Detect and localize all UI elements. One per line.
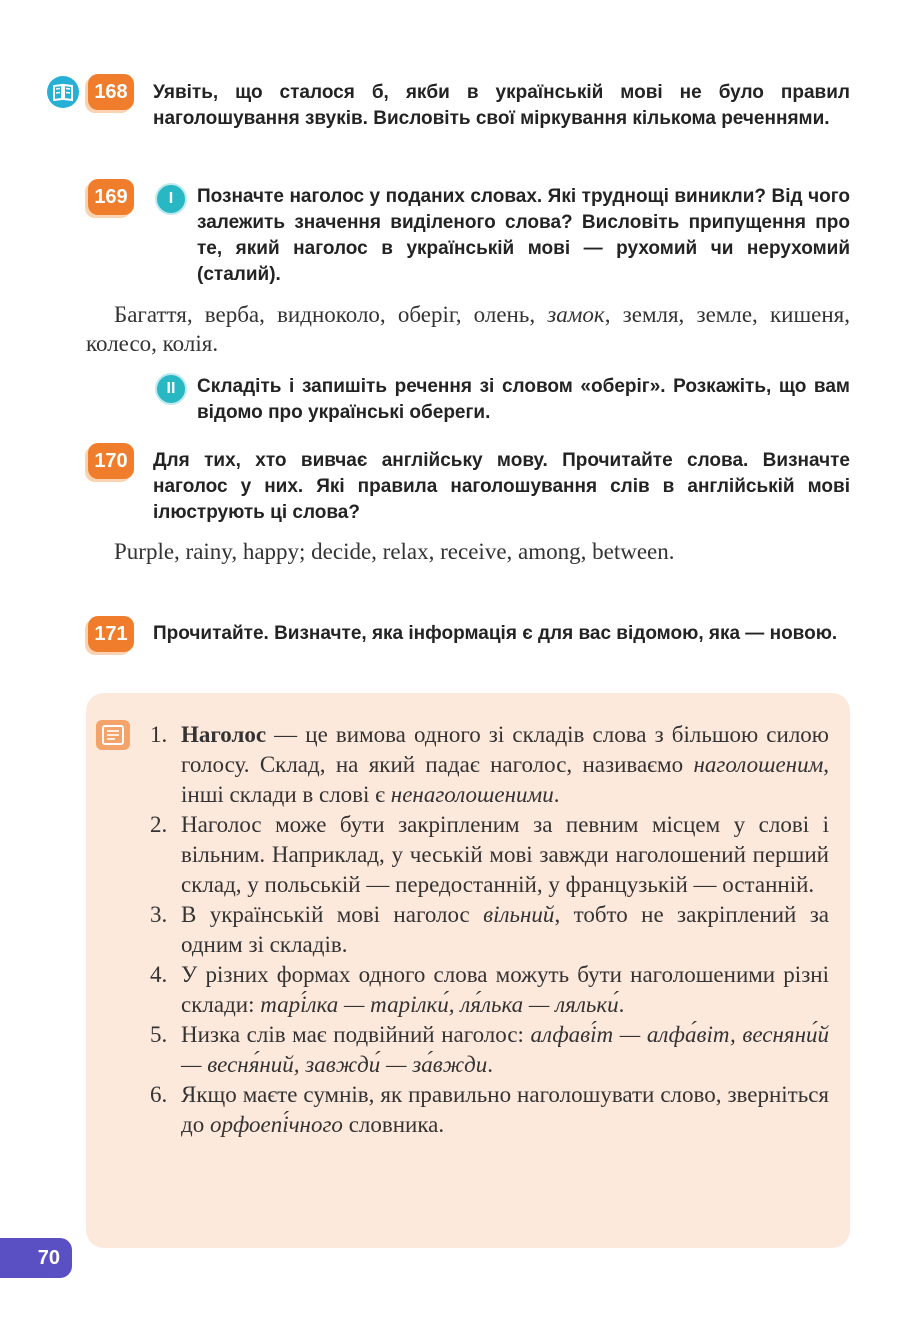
rule-item <box>150 810 829 900</box>
level-marker: II <box>155 373 187 405</box>
example-italic: алфаві́т — алфа́віт, весняни́й — весня́ний, завжди́ — за́вжди <box>181 1022 829 1077</box>
rule-text: Якщо маєте сумнів, як правильно наголошувати слово, зверніться до <box>181 1082 829 1137</box>
rule-text: Наголос може бути закріпленим за певним місцем у слові і вільним. Наприклад, у чеській мові завжди наголошений перший склад, у польській — передостанній, у французькій — останній. <box>181 812 829 897</box>
rule-text: . <box>553 782 560 807</box>
rule-text: , тобто не закріплений за одним зі складів. <box>181 902 829 957</box>
rule-text: В українській мові наголос <box>181 902 484 927</box>
rule-item <box>150 900 829 960</box>
rule-text: . <box>487 1052 493 1077</box>
rule-number: 1. <box>150 722 168 747</box>
rule-text: У різних формах одного слова можуть бути наголошеними різні склади: <box>181 962 829 1017</box>
task-number-badge: 170 <box>88 443 134 479</box>
task-number-badge: 171 <box>88 616 134 652</box>
task-170-text: Для тих, хто вивчає англійську мову. Прочитайте слова. Визначте наголос у них. Які правила наголошування слів в англійській мові ілюструють ці слова? <box>153 450 850 523</box>
term-italic: ненаголошеними <box>390 782 554 807</box>
rule-number: 3. <box>150 902 168 927</box>
example-italic: тарі́лка — тарілки́, ля́лька — ляльки́ <box>260 992 619 1017</box>
rule-text: Низка слів має подвійний наголос: <box>181 1022 531 1047</box>
term-italic: наголошеним <box>693 752 824 777</box>
rule-item <box>150 1020 829 1080</box>
task-168-text: Уявіть, що сталося б, якби в українській мові не було правил наголошування звуків. Висловіть свої міркування кількома реченнями. <box>153 82 850 129</box>
task-number-badge: 169 <box>88 179 134 215</box>
rule-number: 2. <box>150 812 168 837</box>
english-words-text: Purple, rainy, happy; decide, relax, receive, among, between. <box>114 539 675 564</box>
task-171-text: Прочитайте. Визначте, яка інформація є для вас відомою, яка — новою. <box>153 623 838 644</box>
highlighted-word: замок <box>547 302 605 327</box>
rule-text: , інші склади в слові є <box>181 752 829 807</box>
book-icon <box>47 76 79 108</box>
rule-text: . <box>618 992 625 1017</box>
rule-item <box>150 1080 829 1140</box>
rule-text: словника. <box>342 1112 445 1137</box>
word-list-text: Багаття, верба, видноколо, оберіг, олень, <box>114 302 548 327</box>
english-words <box>86 537 850 566</box>
rule-number: 4. <box>150 962 168 987</box>
task-169-part1-text: Позначте наголос у поданих словах. Які труднощі виникли? Від чого залежить значення виділеного слова? Висловіть припущення про те, який наголос в українській мові — рухомий чи нерухомий (сталий). <box>197 186 850 285</box>
task-number-badge: 168 <box>88 74 134 110</box>
rule-text: — це вимова одного зі складів слова з більшою силою голосу. Склад, на який падає наголос, називаємо <box>181 722 829 777</box>
term-italic: вільний <box>483 902 555 927</box>
word-list <box>86 300 850 358</box>
word-list-text: , земля, земле, кишеня, колесо, колія. <box>86 302 851 356</box>
term-italic: орфоепі́чного <box>209 1112 343 1137</box>
rules-list <box>150 720 829 1140</box>
rule-number: 6. <box>150 1082 168 1107</box>
term: Наголос <box>181 722 267 747</box>
rule-number: 5. <box>150 1022 168 1047</box>
rule-item <box>150 720 829 810</box>
page-number: 70 <box>0 1238 72 1278</box>
rule-item <box>150 960 829 1020</box>
level-marker: I <box>155 183 187 215</box>
task-169-part2-text: Складіть і запишіть речення зі словом «оберіг». Розкажіть, що вам відомо про українські обереги. <box>197 376 850 423</box>
notebook-icon <box>96 720 130 750</box>
